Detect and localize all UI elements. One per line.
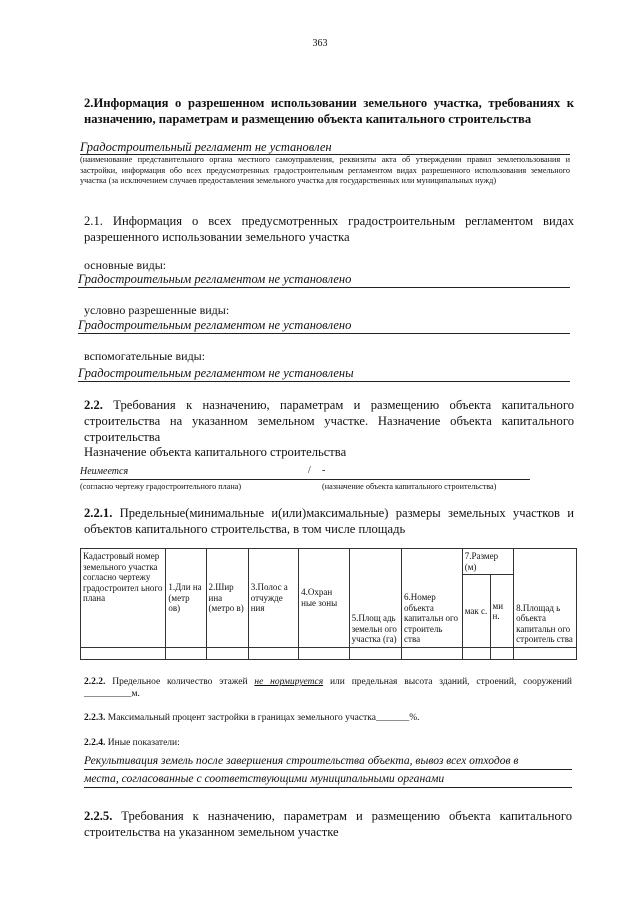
max-coverage-text: Максимальный процент застройки в границах земельного участка_______%. bbox=[107, 713, 420, 723]
header-width: 2.Шир ина (метро в) bbox=[206, 549, 248, 648]
regulation-statement: Градостроительный регламент не установлен bbox=[80, 140, 570, 155]
purpose-label: Назначение объекта капитального строительства bbox=[84, 445, 347, 459]
header-size-min: ми н. bbox=[490, 575, 514, 648]
header-protection-zones: 4.Охран ные зоны bbox=[299, 549, 349, 648]
section-2-2-2 bbox=[84, 676, 572, 700]
purpose-left-caption: (согласно чертежу градостроительного плана) bbox=[80, 482, 242, 491]
conditional-uses-value: Градостроительным регламентом не установлено bbox=[78, 318, 570, 334]
section-2-1-number: 2.1. bbox=[84, 214, 103, 228]
section-2-2-3-number: 2.2.3. bbox=[84, 713, 106, 723]
table-cell bbox=[206, 648, 248, 660]
table-cell bbox=[349, 648, 401, 660]
section-2-2-3 bbox=[84, 712, 572, 724]
regulation-caption: (наименование представительного органа местного самоуправления, реквизиты акта об утверждении правил землепользования и застройки, информация обо всех предусмотренных градостроительным регламентом видах разрешенного использования земельного участка (за исключением случаев предоставления земельного участка для государственных или муниципальных нужд) bbox=[80, 155, 570, 185]
section-2-2-5 bbox=[84, 808, 572, 840]
floors-value: не нормируется bbox=[254, 677, 324, 687]
main-uses-label: основные виды: bbox=[84, 258, 167, 272]
table-cell bbox=[81, 648, 166, 660]
header-object-number: 6.Номер объекта капитальн ого строитель ства bbox=[402, 549, 463, 648]
section-title: 2.Информация о разрешенном использовании земельного участка, требованиях к назначению, параметрам и размещению объекта капитального строительства bbox=[84, 96, 574, 126]
auxiliary-uses-value: Градостроительным регламентом не установлены bbox=[78, 366, 570, 382]
other-indicators-line2: места, согласованные с соответствующими муниципальными органами bbox=[84, 770, 572, 788]
header-length: 1.Дли на (метр ов) bbox=[166, 549, 206, 648]
auxiliary-uses-label: вспомогательные виды: bbox=[84, 349, 206, 363]
section-2-2-1-number: 2.2.1. bbox=[84, 506, 113, 520]
table-cell bbox=[462, 648, 490, 660]
section-2-2-4-number: 2.2.4. bbox=[84, 738, 106, 748]
header-alienation-strip: 3.Полос а отчужде ния bbox=[248, 549, 298, 648]
section-2-1-text: Информация о всех предусмотренных градостроительным регламентом видах разрешенного использовании земельного участка bbox=[84, 214, 574, 244]
floors-label: Предельное количество этажей bbox=[112, 677, 248, 687]
section-2-2-text: Требования к назначению, параметрам и размещению объекта капитального строительства на указанном земельном участке. Назначение объекта капитального строительства bbox=[84, 398, 575, 444]
other-indicators-line1: Рекультивация земель после завершения строительства объекта, вывоз всех отходов в bbox=[84, 752, 572, 770]
table-cell bbox=[490, 648, 514, 660]
other-indicators-label: Иные показатели: bbox=[107, 738, 180, 748]
purpose-line bbox=[80, 467, 530, 480]
table-cell bbox=[248, 648, 298, 660]
table-cell bbox=[402, 648, 463, 660]
section-2-1 bbox=[84, 213, 574, 245]
header-land-area: 5.Площ адь земельн ого участка (га) bbox=[349, 549, 401, 648]
conditional-uses-label: условно разрешенные виды: bbox=[84, 303, 230, 317]
section-2-2-4 bbox=[84, 737, 180, 749]
header-size-max: мак с. bbox=[462, 575, 490, 648]
table-cell bbox=[514, 648, 577, 660]
dimensions-table bbox=[80, 548, 577, 660]
height-limit: или предельная высота зданий, строений, сооружений __________м. bbox=[84, 677, 573, 699]
section-2-2-5-number: 2.2.5. bbox=[84, 809, 113, 823]
section-2-2 bbox=[84, 397, 574, 445]
table-row bbox=[81, 648, 577, 660]
purpose-left-value: Неимеется bbox=[80, 466, 129, 477]
table-header-row bbox=[81, 549, 577, 575]
header-size: 7.Размер (м) bbox=[462, 549, 513, 575]
main-uses-value: Градостроительным регламентом не установлено bbox=[78, 272, 570, 288]
purpose-right-value: - bbox=[322, 465, 326, 476]
section-2-2-number: 2.2. bbox=[84, 398, 103, 412]
table-cell bbox=[166, 648, 206, 660]
page-number: 363 bbox=[312, 38, 328, 49]
purpose-right-caption: (назначение объекта капитального строительства) bbox=[322, 482, 497, 491]
section-2-2-1 bbox=[84, 505, 574, 537]
section-2-2-1-text: Предельные(минимальные и(или)максимальные) размеры земельных участков и объектов капитального строительства, в том числе площадь bbox=[84, 506, 574, 536]
section-2-2-2-number: 2.2.2. bbox=[84, 677, 106, 687]
section-2-2-5-text: Требования к назначению, параметрам и размещению объекта капитального строительства на указанном земельном участке bbox=[84, 809, 572, 839]
purpose-separator: / bbox=[308, 465, 311, 476]
table-cell bbox=[299, 648, 349, 660]
header-cadastral: Кадастровый номер земельного участка согласно чертежу градостроител ьного плана bbox=[81, 549, 166, 648]
header-object-area: 8.Площад ь объекта капитальн ого строитель ства bbox=[514, 549, 577, 648]
